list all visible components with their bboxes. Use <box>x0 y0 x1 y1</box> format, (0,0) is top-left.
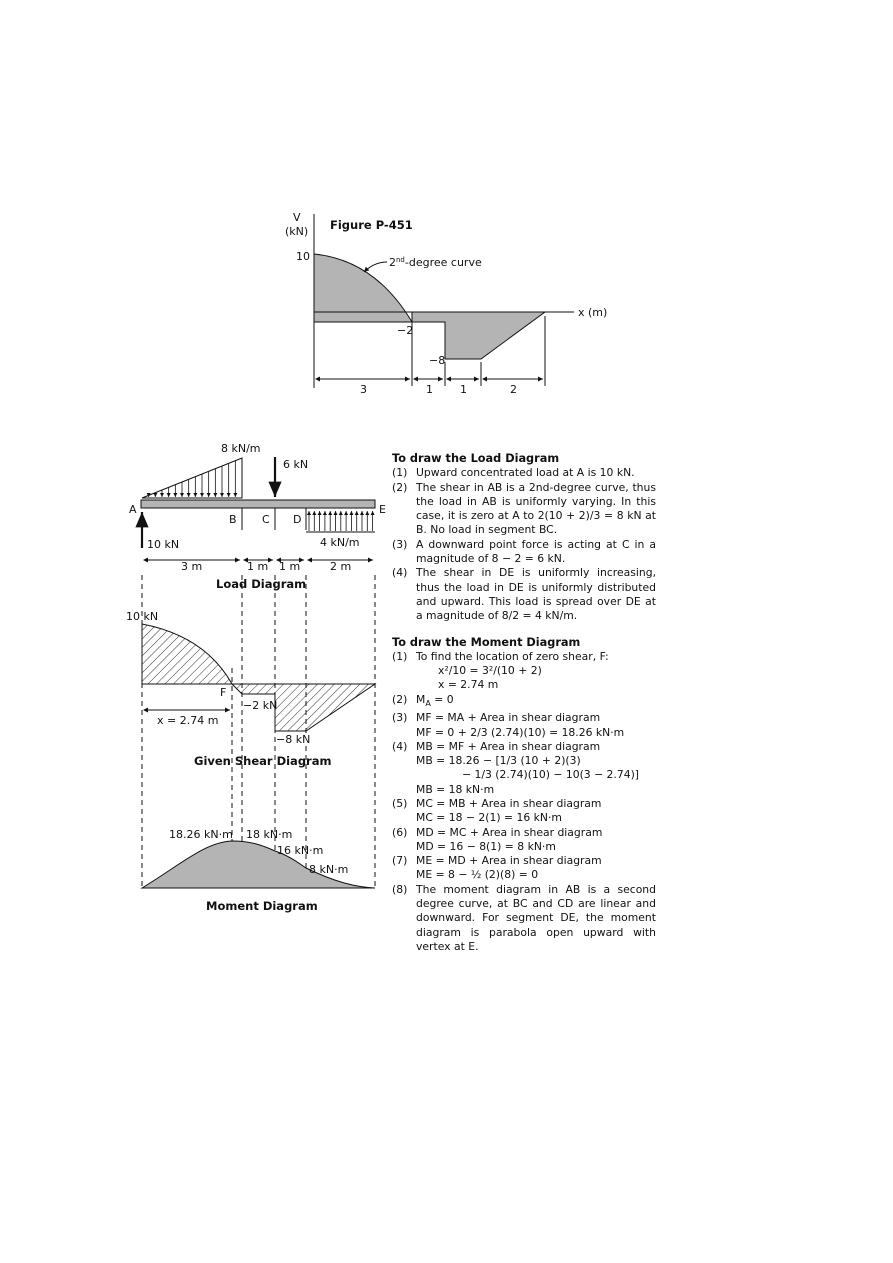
x-axis-label: x (m) <box>578 306 608 319</box>
point-c: C <box>262 513 270 526</box>
point-b: B <box>229 513 237 526</box>
dim-1a: 1 <box>426 383 433 396</box>
load-dim-3m: 3 m <box>181 560 203 573</box>
point-e: E <box>379 503 386 516</box>
udl-arrows <box>309 511 373 531</box>
y-axis-label-unit: (kN) <box>285 225 309 238</box>
value-10: 10 <box>296 250 310 263</box>
dim-1b: 1 <box>460 383 467 396</box>
load-dim-2m: 2 m <box>330 560 352 573</box>
moment-f: 18.26 kN·m <box>169 828 233 841</box>
uvl-label: 8 kN/m <box>221 442 261 455</box>
shear-diagram <box>126 610 375 768</box>
list-item: (6) MD = MC + Area in shear diagram <box>392 825 603 839</box>
equation-line: MB = 18 kN·m <box>416 782 495 796</box>
equation-line: x = 2.74 m <box>438 678 499 692</box>
dim-2: 2 <box>510 383 517 396</box>
load-notes-list <box>392 466 656 623</box>
curve-note-leader <box>364 262 387 272</box>
point-a: A <box>129 503 137 516</box>
shear-value-a: 10 kN <box>126 610 159 623</box>
figure-p451 <box>285 211 607 396</box>
dim-3: 3 <box>360 383 367 396</box>
load-diagram <box>129 442 386 591</box>
curve-note: 2nd-degree curve <box>389 256 482 269</box>
value-minus-2: −2 <box>397 324 414 337</box>
beam <box>141 500 375 508</box>
list-item: (1) Upward concentrated load at A is 10 kN. <box>392 466 635 480</box>
value-minus-8: −8 <box>429 354 446 367</box>
equation-line: MC = 18 − 2(1) = 16 kN·m <box>416 811 562 825</box>
shear-positive-region <box>142 624 232 684</box>
list-item: (1) To find the location of zero shear, F: <box>392 649 609 663</box>
moment-b: 18 kN·m <box>246 828 293 841</box>
load-notes-title: To draw the Load Diagram <box>392 452 560 465</box>
point-f: F <box>220 686 227 699</box>
reaction-label: 10 kN <box>147 538 180 551</box>
moment-c: 16 kN·m <box>277 844 324 857</box>
shear-fill-negative <box>412 312 545 359</box>
moment-notes-list <box>392 650 656 954</box>
shear-value-bc: −2 kN <box>243 699 278 712</box>
figure-title: Figure P-451 <box>330 218 413 232</box>
udl-label: 4 kN/m <box>320 536 360 549</box>
y-axis-label-v: V <box>293 211 301 224</box>
uvl-load-triangle <box>142 458 242 498</box>
list-item: (3) A downward point force is acting at C in a magnitude of 8 − 2 = 6 kN. <box>392 537 656 566</box>
equation-line: x²/10 = 3²/(10 + 2) <box>438 664 542 678</box>
equation-line: MD = 16 − 8(1) = 8 kN·m <box>416 839 556 853</box>
equation-line: ME = 8 − ½ (2)(8) = 0 <box>416 868 539 882</box>
equation-line: MB = 18.26 − [1/3 (10 + 2)(3) <box>416 754 581 768</box>
list-item: (7) ME = MD + Area in shear diagram <box>392 854 602 868</box>
list-item: (2) The shear in AB is a 2nd-degree curve, thus the load in AB is uniformly varying. In this case, it is zero at A to 2(10 + 2)/3 = 8 kN at B. No load in segment BC. <box>392 480 656 537</box>
solution-notes <box>392 452 656 954</box>
load-dim-1m-b: 1 m <box>279 560 301 573</box>
shear-diagram-title: Given Shear Diagram <box>194 754 332 768</box>
moment-d: 8 kN·m <box>309 863 349 876</box>
shear-value-cd: −8 kN <box>276 733 311 746</box>
moment-diagram <box>142 828 375 913</box>
list-item: (3) MF = MA + Area in shear diagram <box>392 711 601 725</box>
point-d: D <box>293 513 302 526</box>
list-item: (5) MC = MB + Area in shear diagram <box>392 796 602 810</box>
point-load-label: 6 kN <box>283 458 309 471</box>
list-item: (4) MB = MF + Area in shear diagram <box>392 739 601 753</box>
list-item: (8) The moment diagram in AB is a second degree curve, at BC and CD are linear and downward. For segment DE, the moment diagram is parabola open upward with vertex at E. <box>392 882 656 953</box>
list-item: (2) $M_A = 0$ <box>392 692 454 708</box>
equation-line: MF = 0 + 2/3 (2.74)(10) = 18.26 kN·m <box>416 725 625 739</box>
equation-line: − 1/3 (2.74)(10) − 10(3 − 2.74)] <box>462 768 640 782</box>
moment-diagram-title: Moment Diagram <box>206 899 318 913</box>
guide-lines <box>142 575 375 888</box>
x-zero-shear-label: x = 2.74 m <box>157 714 219 727</box>
moment-notes-title: To draw the Moment Diagram <box>392 635 581 649</box>
list-item: (4) The shear in DE is uniformly increasing, thus the load in DE is uniformly distributed and upward. This load is spread over DE at a magnitude of 8/2 = 4 kN/m. <box>392 566 656 623</box>
load-diagram-title: Load Diagram <box>216 577 307 591</box>
load-dim-1m-a: 1 m <box>247 560 269 573</box>
